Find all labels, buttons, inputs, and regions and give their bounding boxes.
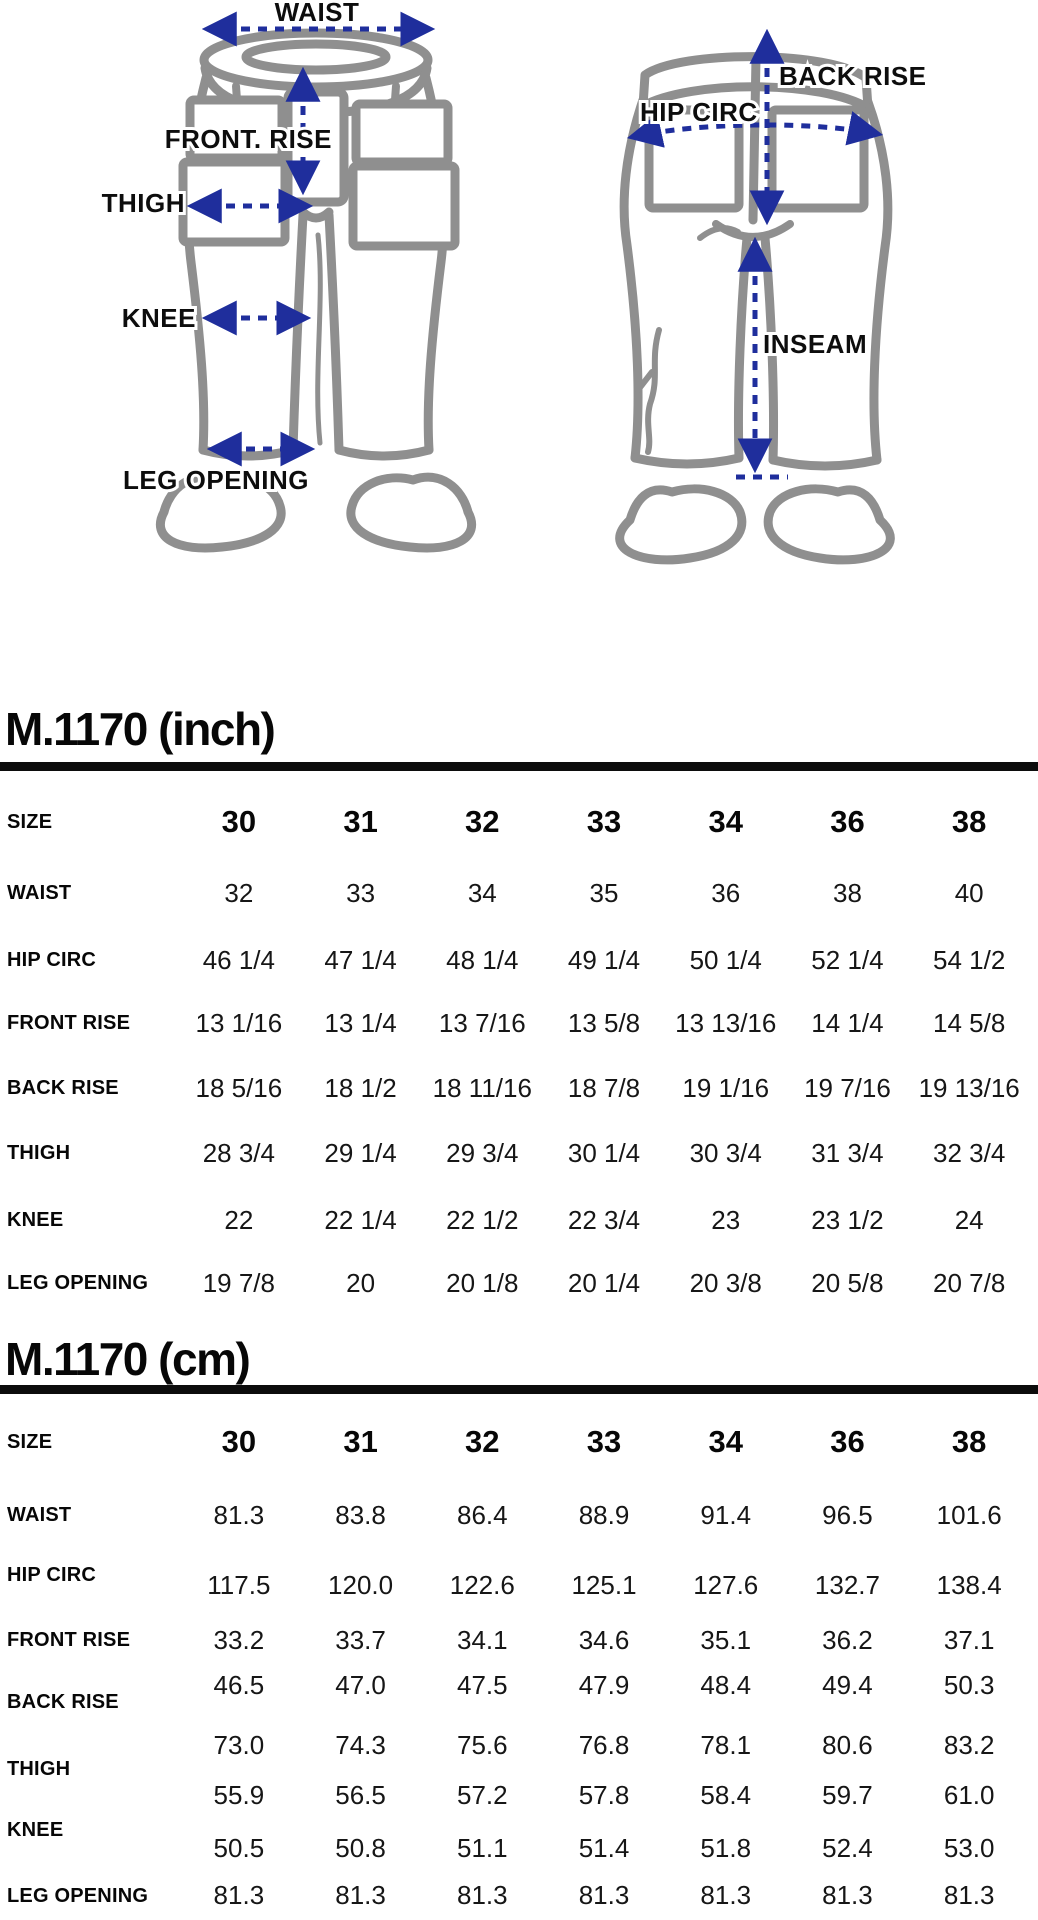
- cell-inch-leg-opening-size-33: 20 1/4: [567, 1267, 641, 1298]
- cell-cm-front-rise-size-31: 33.7: [335, 1624, 386, 1655]
- cell-inch-hip-circ-size-38: 54 1/2: [933, 944, 1006, 975]
- measurement-row-thigh-cm: [178, 1723, 1030, 1767]
- cell-inch-size-size-30: 30: [221, 804, 257, 839]
- cell-cm-hip-circ-size-34: 127.6: [693, 1569, 759, 1600]
- cell-inch-waist-size-33: 35: [589, 877, 619, 908]
- pants-measurement-diagram: [0, 0, 1038, 700]
- cell-cm-size-size-33: 33: [586, 1424, 622, 1459]
- cell-cm-hip-circ-size-38: 138.4: [936, 1569, 1002, 1600]
- cell-cm-back-rise-size-36: 49.4: [822, 1669, 873, 1700]
- cell-inch-front-rise-size-31: 13 1/4: [324, 1007, 397, 1038]
- cell-inch-back-rise-size-32: 18 11/16: [432, 1072, 532, 1103]
- cell-inch-leg-opening-size-32: 20 1/8: [446, 1267, 519, 1298]
- cell-inch-hip-circ-size-31: 47 1/4: [324, 944, 397, 975]
- cell-inch-thigh-size-31: 29 1/4: [324, 1137, 397, 1168]
- cell-cm-waist-size-32: 86.4: [456, 1499, 508, 1530]
- cell-cm-leg-opening-size-38: 53.0: [943, 1832, 995, 1863]
- cell-inch-waist-size-32: 34: [467, 877, 497, 908]
- cell-cm-row-size-31: 81.3: [335, 1879, 386, 1910]
- cell-cm-knee-size-36: 59.7: [822, 1779, 873, 1810]
- cell-cm-waist-size-36: 96.5: [822, 1499, 873, 1530]
- cell-cm-row-size-33: 81.3: [578, 1879, 630, 1910]
- row-label-cm-size: SIZE: [7, 1431, 53, 1453]
- measurement-row-hip-circ-inch: [178, 938, 1030, 982]
- cell-cm-thigh-size-34: 78.1: [700, 1729, 752, 1760]
- cell-inch-front-rise-size-30: 13 1/16: [195, 1007, 283, 1038]
- cell-cm-back-rise-size-34: 48.4: [700, 1669, 752, 1700]
- cell-cm-knee-size-33: 57.8: [578, 1779, 630, 1810]
- cell-inch-front-rise-size-32: 13 7/16: [438, 1007, 526, 1038]
- cell-cm-hip-circ-size-32: 122.6: [449, 1569, 515, 1600]
- waist-label: WAIST: [274, 0, 360, 27]
- cell-cm-hip-circ-size-33: 125.1: [571, 1569, 637, 1600]
- row-label-cm-front-rise: FRONT RISE: [7, 1629, 131, 1651]
- measurement-row-row-cm: [178, 1873, 1030, 1917]
- cell-inch-size-size-38: 38: [951, 804, 987, 839]
- cell-cm-back-rise-size-30: 46.5: [213, 1669, 265, 1700]
- cell-inch-back-rise-size-38: 19 13/16: [918, 1072, 1020, 1103]
- cell-cm-waist-size-31: 83.8: [335, 1499, 386, 1530]
- cell-inch-waist-size-34: 36: [711, 877, 741, 908]
- cell-cm-row-size-36: 81.3: [822, 1879, 873, 1910]
- cell-cm-thigh-size-38: 83.2: [943, 1729, 995, 1760]
- cell-cm-size-size-38: 38: [951, 1424, 987, 1459]
- cell-cm-back-rise-size-31: 47.0: [335, 1669, 386, 1700]
- cell-cm-thigh-size-33: 76.8: [578, 1729, 630, 1760]
- cell-cm-thigh-size-30: 73.0: [213, 1729, 265, 1760]
- cell-inch-size-size-32: 32: [465, 804, 500, 839]
- cell-cm-row-size-32: 81.3: [456, 1879, 508, 1910]
- inseam-label: INSEAM: [763, 329, 868, 359]
- cell-inch-leg-opening-size-34: 20 3/8: [689, 1267, 762, 1298]
- thigh-label: THIGH: [101, 188, 185, 218]
- measurement-row-leg-opening-cm: [178, 1826, 1030, 1870]
- cell-inch-size-size-31: 31: [343, 804, 378, 839]
- hip-circ-label: HIP CIRC: [640, 97, 758, 127]
- measurement-row-hip-circ-cm: [178, 1563, 1030, 1607]
- row-label-inch-front-rise: FRONT RISE: [7, 1012, 131, 1034]
- cell-cm-row-size-30: 81.3: [213, 1879, 265, 1910]
- cell-cm-size-size-30: 30: [221, 1424, 257, 1459]
- cell-cm-front-rise-size-34: 35.1: [700, 1624, 752, 1655]
- cell-inch-thigh-size-33: 30 1/4: [567, 1137, 641, 1168]
- cell-inch-back-rise-size-36: 19 7/16: [804, 1072, 891, 1103]
- row-label-inch-knee: KNEE: [7, 1209, 64, 1231]
- inch-table-title: M.1170 (inch): [5, 703, 275, 755]
- cell-cm-knee-size-30: 55.9: [213, 1779, 265, 1810]
- row-label-inch-back-rise: BACK RISE: [7, 1077, 119, 1099]
- row-label-cm-knee: KNEE: [7, 1819, 64, 1841]
- measurement-row-leg-opening-inch: [178, 1261, 1030, 1305]
- cell-inch-size-size-34: 34: [708, 804, 743, 839]
- measurement-row-waist-cm: [178, 1493, 1030, 1537]
- cell-cm-front-rise-size-38: 37.1: [943, 1624, 995, 1655]
- cell-inch-front-rise-size-33: 13 5/8: [567, 1007, 641, 1038]
- cell-cm-thigh-size-31: 74.3: [335, 1729, 386, 1760]
- measurement-row-knee-inch: [178, 1198, 1030, 1242]
- row-label-inch-thigh: THIGH: [7, 1142, 71, 1164]
- row-label-inch-size: SIZE: [7, 811, 53, 833]
- cell-cm-back-rise-size-33: 47.9: [578, 1669, 630, 1700]
- cell-inch-knee-size-38: 24: [954, 1204, 984, 1235]
- size-header-row-inch: [178, 800, 1030, 844]
- cell-cm-size-size-34: 34: [708, 1424, 743, 1459]
- cell-cm-leg-opening-size-32: 51.1: [456, 1832, 508, 1863]
- cell-cm-leg-opening-size-30: 50.5: [213, 1832, 265, 1863]
- row-label-inch-hip-circ: HIP CIRC: [7, 949, 97, 971]
- measurement-row-thigh-inch: [178, 1131, 1030, 1175]
- row-label-cm-thigh: THIGH: [7, 1758, 71, 1780]
- cell-cm-hip-circ-size-31: 120.0: [328, 1569, 394, 1600]
- cell-cm-hip-circ-size-30: 117.5: [207, 1569, 271, 1600]
- cell-inch-waist-size-31: 33: [346, 877, 376, 908]
- cell-inch-hip-circ-size-36: 52 1/4: [811, 944, 884, 975]
- cell-inch-front-rise-size-38: 14 5/8: [933, 1007, 1006, 1038]
- measurement-row-back-rise-inch: [178, 1066, 1030, 1110]
- cell-inch-size-size-36: 36: [830, 804, 865, 839]
- cell-cm-knee-size-32: 57.2: [456, 1779, 508, 1810]
- cell-cm-front-rise-size-36: 36.2: [822, 1624, 873, 1655]
- cell-inch-leg-opening-size-36: 20 5/8: [811, 1267, 884, 1298]
- cell-inch-waist-size-36: 38: [832, 877, 862, 908]
- cell-cm-thigh-size-36: 80.6: [822, 1729, 873, 1760]
- row-label-inch-waist: WAIST: [7, 882, 72, 904]
- cell-inch-hip-circ-size-32: 48 1/4: [446, 944, 519, 975]
- cell-cm-hip-circ-size-36: 132.7: [814, 1569, 880, 1600]
- cell-inch-hip-circ-size-34: 50 1/4: [689, 944, 762, 975]
- measurement-row-knee-cm: [178, 1773, 1030, 1817]
- cell-cm-leg-opening-size-34: 51.8: [700, 1832, 752, 1863]
- cell-cm-row-size-34: 81.3: [700, 1879, 752, 1910]
- cell-inch-size-size-33: 33: [586, 804, 622, 839]
- cell-inch-back-rise-size-30: 18 5/16: [195, 1072, 283, 1103]
- cell-cm-knee-size-38: 61.0: [943, 1779, 995, 1810]
- size-header-row-cm: [178, 1420, 1030, 1464]
- cell-inch-front-rise-size-36: 14 1/4: [811, 1007, 884, 1038]
- row-label-cm-waist: WAIST: [7, 1504, 72, 1526]
- cell-cm-leg-opening-size-36: 52.4: [822, 1832, 873, 1863]
- cell-cm-row-size-38: 81.3: [943, 1879, 995, 1910]
- cell-cm-front-rise-size-30: 33.2: [213, 1624, 265, 1655]
- cell-cm-knee-size-34: 58.4: [700, 1779, 752, 1810]
- cell-inch-knee-size-32: 22 1/2: [446, 1204, 519, 1235]
- cell-inch-front-rise-size-34: 13 13/16: [675, 1007, 777, 1038]
- cell-inch-back-rise-size-34: 19 1/16: [682, 1072, 770, 1103]
- row-label-cm-back-rise: BACK RISE: [7, 1691, 119, 1713]
- cell-cm-waist-size-34: 91.4: [700, 1499, 752, 1530]
- cell-inch-knee-size-31: 22 1/4: [324, 1204, 397, 1235]
- row-label-cm-leg-opening: LEG OPENING: [7, 1885, 149, 1907]
- cell-cm-leg-opening-size-33: 51.4: [578, 1832, 630, 1863]
- cell-inch-knee-size-33: 22 3/4: [567, 1204, 641, 1235]
- cell-cm-waist-size-30: 81.3: [213, 1499, 265, 1530]
- cell-inch-leg-opening-size-38: 20 7/8: [933, 1267, 1006, 1298]
- cell-inch-leg-opening-size-31: 20: [346, 1267, 376, 1298]
- front-rise-label: FRONT. RISE: [164, 124, 332, 154]
- cell-inch-knee-size-34: 23: [711, 1204, 741, 1235]
- cell-inch-thigh-size-32: 29 3/4: [446, 1137, 519, 1168]
- cell-cm-front-rise-size-33: 34.6: [578, 1624, 630, 1655]
- inch-table-rule: [0, 762, 1038, 771]
- cell-cm-leg-opening-size-31: 50.8: [335, 1832, 386, 1863]
- leg-opening-label: LEG OPENING: [122, 465, 310, 495]
- cell-cm-knee-size-31: 56.5: [335, 1779, 386, 1810]
- knee-label: KNEE: [121, 303, 196, 333]
- back-rise-label: BACK RISE: [779, 61, 927, 91]
- cell-inch-knee-size-36: 23 1/2: [811, 1204, 884, 1235]
- measurement-row-back-rise-cm: [178, 1663, 1030, 1707]
- measurement-row-front-rise-inch: [178, 1001, 1030, 1045]
- cm-table-title: M.1170 (cm): [5, 1333, 250, 1385]
- cell-inch-leg-opening-size-30: 19 7/8: [202, 1267, 275, 1298]
- cell-cm-back-rise-size-32: 47.5: [456, 1669, 508, 1700]
- cell-inch-knee-size-30: 22: [224, 1204, 254, 1235]
- measurement-row-waist-inch: [178, 871, 1030, 915]
- cell-cm-size-size-31: 31: [343, 1424, 378, 1459]
- cell-inch-thigh-size-36: 31 3/4: [811, 1137, 884, 1168]
- cell-cm-back-rise-size-38: 50.3: [943, 1669, 995, 1700]
- cell-cm-waist-size-38: 101.6: [936, 1499, 1002, 1530]
- cell-inch-back-rise-size-31: 18 1/2: [324, 1072, 397, 1103]
- back-pants-outline: [620, 57, 891, 560]
- cell-cm-size-size-32: 32: [465, 1424, 500, 1459]
- cell-inch-hip-circ-size-30: 46 1/4: [202, 944, 275, 975]
- cell-cm-waist-size-33: 88.9: [578, 1499, 630, 1530]
- cell-inch-thigh-size-30: 28 3/4: [202, 1137, 275, 1168]
- cell-inch-waist-size-38: 40: [954, 877, 984, 908]
- cell-inch-back-rise-size-33: 18 7/8: [567, 1072, 641, 1103]
- cell-inch-waist-size-30: 32: [224, 877, 254, 908]
- cell-cm-size-size-36: 36: [830, 1424, 865, 1459]
- cell-inch-hip-circ-size-33: 49 1/4: [567, 944, 641, 975]
- row-label-cm-hip-circ: HIP CIRC: [7, 1564, 97, 1586]
- cell-cm-front-rise-size-32: 34.1: [456, 1624, 508, 1655]
- cell-inch-thigh-size-34: 30 3/4: [689, 1137, 762, 1168]
- cell-inch-thigh-size-38: 32 3/4: [933, 1137, 1006, 1168]
- row-label-inch-leg-opening: LEG OPENING: [7, 1272, 149, 1294]
- cm-table-rule: [0, 1385, 1038, 1394]
- measurement-row-front-rise-cm: [178, 1618, 1030, 1662]
- cell-cm-thigh-size-32: 75.6: [456, 1729, 508, 1760]
